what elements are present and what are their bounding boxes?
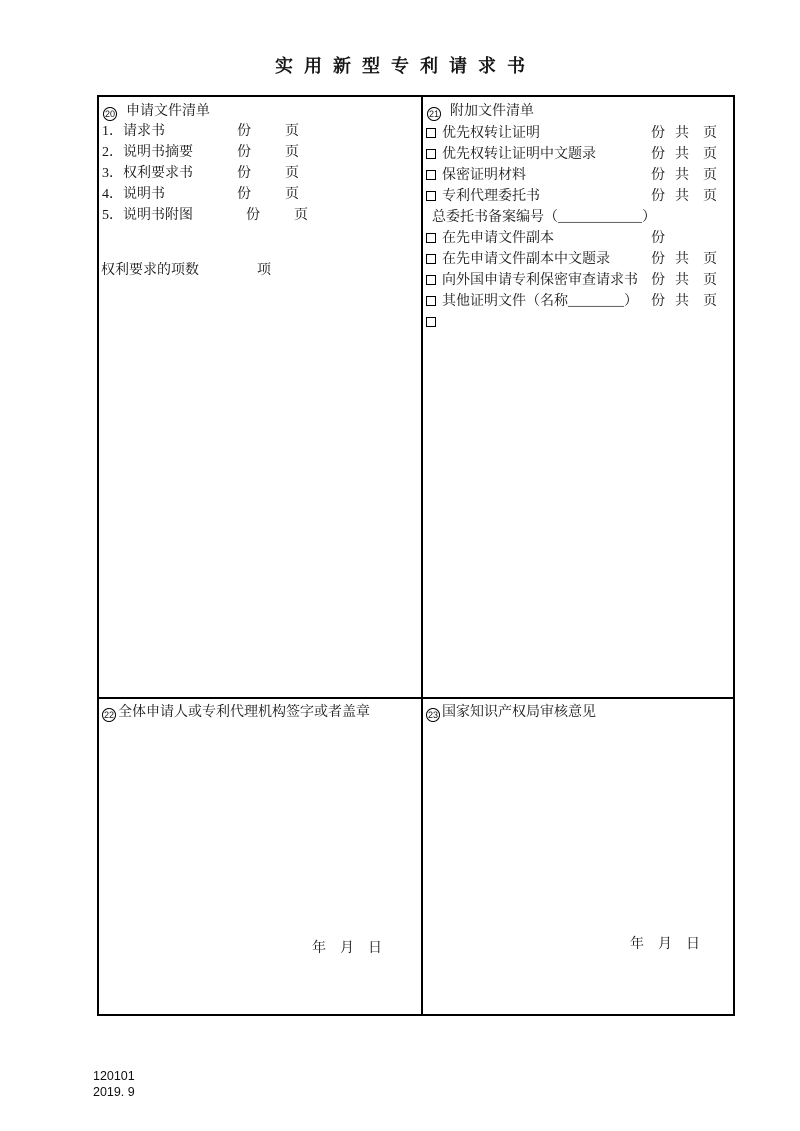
doc-label: 1．请求书 [102, 124, 165, 139]
copies-unit-label: 份 [237, 145, 251, 160]
additional-documents-title: 附加文件清单 [450, 104, 534, 119]
total-unit-label: 共 [675, 168, 689, 183]
claims-count-row [101, 260, 271, 281]
checkbox[interactable] [426, 191, 436, 201]
doc-label: 其他证明文件（名称________） [442, 294, 638, 309]
doc-label: 总委托书备案编号（____________） [432, 210, 656, 225]
copies-unit-label: 份 [237, 187, 251, 202]
add-row-foreign-filing-secrecy [423, 270, 733, 291]
form-footer [93, 1068, 135, 1100]
add-row-general-poa-number [423, 207, 733, 228]
pages-unit-label: 页 [703, 273, 717, 288]
copies-unit-label: 份 [237, 166, 251, 181]
total-unit-label: 共 [675, 273, 689, 288]
pages-unit-label: 页 [703, 147, 717, 162]
doc-label: 3．权利要求书 [102, 166, 193, 181]
claims-count-label: 权利要求的项数 [101, 263, 199, 278]
doc-label: 优先权转让证明 [442, 126, 540, 141]
doc-row-claims [99, 163, 421, 184]
copies-unit-label: 份 [651, 231, 665, 246]
add-row-priority-transfer-cn [423, 144, 733, 165]
add-row-empty [423, 312, 733, 333]
checkbox[interactable] [426, 296, 436, 306]
section-20-badge: 20 [104, 109, 115, 119]
doc-row-request [99, 121, 421, 142]
copies-unit-label: 份 [651, 273, 665, 288]
doc-label: 5．说明书附图 [102, 208, 193, 223]
signature-title: 全体申请人或专利代理机构签字或者盖章 [118, 705, 370, 720]
section-23-badge: 23 [427, 710, 438, 720]
pages-unit-label: 页 [703, 189, 717, 204]
application-documents-header [99, 97, 421, 121]
copies-unit-label: 份 [651, 126, 665, 141]
section-office-review [423, 699, 733, 1014]
doc-label: 保密证明材料 [442, 168, 526, 183]
signature-header [99, 699, 421, 722]
pages-unit-label: 页 [285, 166, 299, 181]
doc-label: 2．说明书摘要 [102, 145, 193, 160]
copies-unit-label: 份 [651, 147, 665, 162]
add-row-prior-application-copy [423, 228, 733, 249]
doc-label: 在先申请文件副本 [442, 231, 554, 246]
add-row-secrecy-proof [423, 165, 733, 186]
doc-label: 向外国申请专利保密审查请求书 [442, 273, 638, 288]
additional-documents-list [423, 123, 733, 333]
copies-unit-label: 份 [237, 124, 251, 139]
pages-unit-label: 页 [285, 145, 299, 160]
pages-unit-label: 页 [285, 124, 299, 139]
copies-unit-label: 份 [246, 208, 260, 223]
total-unit-label: 共 [675, 294, 689, 309]
signature-date-line: 年 月 日 [312, 941, 382, 956]
copies-unit-label: 份 [651, 252, 665, 267]
pages-unit-label: 页 [294, 208, 308, 223]
form-version-date: 2019. 9 [93, 1085, 135, 1099]
add-row-other-documents [423, 291, 733, 312]
pages-unit-label: 页 [703, 252, 717, 267]
add-row-prior-application-copy-cn [423, 249, 733, 270]
application-documents-list [99, 121, 421, 226]
section-application-documents [99, 97, 421, 697]
section-signature [99, 699, 421, 1014]
doc-row-description [99, 184, 421, 205]
checkbox[interactable] [426, 149, 436, 159]
copies-unit-label: 份 [651, 168, 665, 183]
doc-label: 专利代理委托书 [442, 189, 540, 204]
section-21-badge: 21 [428, 109, 439, 119]
total-unit-label: 共 [675, 126, 689, 141]
section-22-badge: 22 [103, 710, 114, 720]
pages-unit-label: 页 [703, 294, 717, 309]
pages-unit-label: 页 [703, 168, 717, 183]
total-unit-label: 共 [675, 252, 689, 267]
page-title: 实用新型专利请求书 [275, 56, 536, 76]
doc-row-drawings [99, 205, 421, 226]
checkbox[interactable] [426, 254, 436, 264]
form-code: 120101 [93, 1069, 135, 1083]
add-row-agency-poa [423, 186, 733, 207]
doc-label: 4．说明书 [102, 187, 165, 202]
additional-documents-header [423, 97, 733, 121]
copies-unit-label: 份 [651, 294, 665, 309]
doc-row-abstract [99, 142, 421, 163]
checkbox[interactable] [426, 275, 436, 285]
doc-label: 优先权转让证明中文题录 [442, 147, 596, 162]
office-review-title: 国家知识产权局审核意见 [442, 705, 596, 720]
copies-unit-label: 份 [651, 189, 665, 204]
total-unit-label: 共 [675, 189, 689, 204]
section-additional-documents [423, 97, 733, 697]
checkbox[interactable] [426, 317, 436, 327]
checkbox[interactable] [426, 233, 436, 243]
office-review-header [423, 699, 733, 722]
checkbox[interactable] [426, 128, 436, 138]
checkbox[interactable] [426, 170, 436, 180]
claims-count-unit: 项 [257, 263, 271, 278]
application-documents-title: 申请文件清单 [126, 104, 210, 119]
add-row-priority-transfer [423, 123, 733, 144]
office-review-date-line: 年 月 日 [630, 937, 700, 952]
doc-label: 在先申请文件副本中文题录 [442, 252, 610, 267]
form-table [97, 95, 735, 1016]
pages-unit-label: 页 [285, 187, 299, 202]
total-unit-label: 共 [675, 147, 689, 162]
pages-unit-label: 页 [703, 126, 717, 141]
